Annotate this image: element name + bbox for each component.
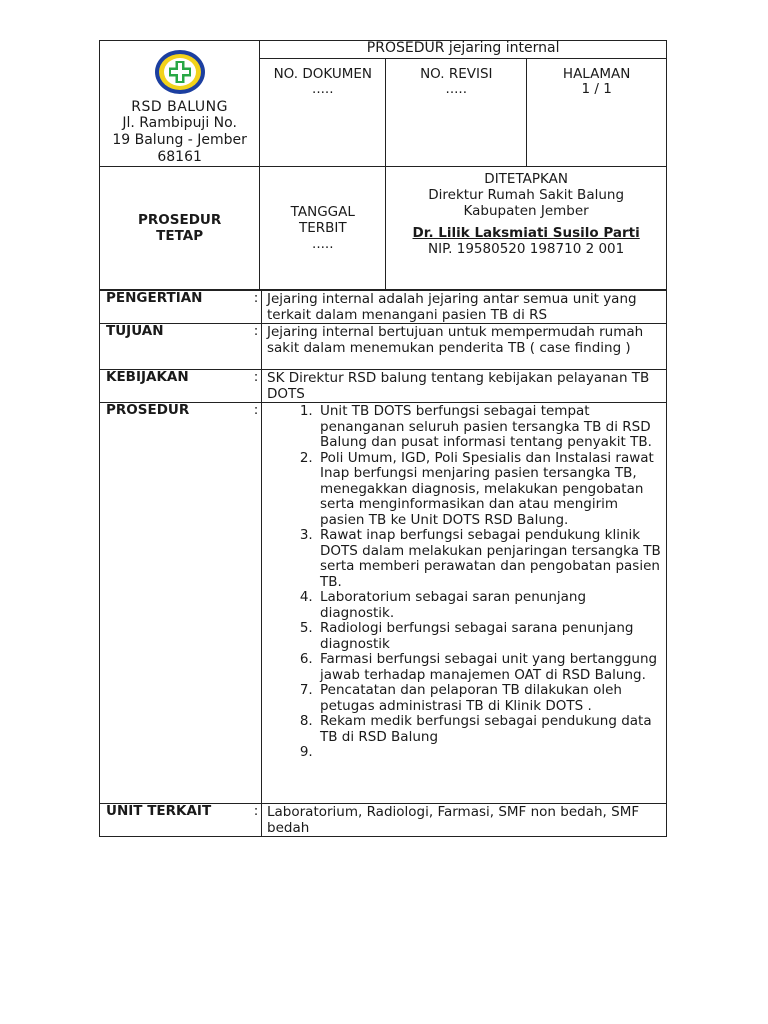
issue-date-cell — [260, 167, 386, 290]
unit-terkait-label: UNIT TERKAIT — [100, 804, 252, 837]
colon: : — [251, 370, 262, 403]
kebijakan-text: SK Direktur RSD balung tentang kebijakan pelayanan TB DOTS — [262, 370, 667, 403]
step-item: 1. Unit TB DOTS berfungsi sebagai tempat penanganan seluruh pasien tersangka TB di RSD Balung dan pusat informasi tentang penyakit TB. — [317, 404, 662, 451]
row-unit-terkait — [100, 804, 667, 837]
document-title: PROSEDUR jejaring internal — [260, 41, 667, 59]
approval-status: DITETAPKAN — [484, 171, 568, 187]
tujuan-text: Jejaring internal bertujuan untuk mempermudah rumah sakit dalam menemukan penderita TB ( case finding ) — [262, 324, 667, 370]
step-item: 7. Pencatatan dan pelaporan TB dilakukan oleh petugas administrasi TB di Klinik DOTS . — [317, 683, 662, 714]
step-item — [317, 745, 662, 760]
colon: : — [251, 291, 262, 324]
row-prosedur — [100, 403, 667, 804]
prosedur-label: PROSEDUR — [100, 403, 252, 804]
document-header — [99, 40, 667, 290]
doc-number-label: NO. DOKUMEN — [273, 65, 372, 82]
org-name: RSD BALUNG — [131, 99, 228, 115]
step-item: 6. Farmasi berfungsi sebagai unit yang bertanggung jawab terhadap manajemen OAT di RSD Balung. — [317, 652, 662, 683]
doc-number-value: ..... — [312, 80, 334, 97]
row-pengertian — [100, 291, 667, 324]
colon: : — [251, 324, 262, 370]
step-item: 3. Rawat inap berfungsi sebagai pendukung klinik DOTS dalam melakukan penjaringan tersangka TB serta memberi perawatan dan pengobatan pasien TB. — [317, 528, 662, 590]
org-cell — [100, 41, 260, 167]
revision-value: ..... — [445, 80, 468, 97]
unit-terkait-text: Laboratorium, Radiologi, Farmasi, SMF non bedah, SMF bedah — [262, 804, 667, 837]
approval-role: Direktur Rumah Sakit Balung — [428, 187, 625, 203]
step-item: 4. Laboratorium sebagai saran penunjang diagnostik. — [317, 590, 662, 621]
issue-date-label: TANGGAL TERBIT — [290, 204, 355, 236]
tujuan-label: TUJUAN — [100, 324, 252, 370]
director-nip: NIP. 19580520 198710 2 001 — [428, 241, 625, 257]
director-name: Dr. Lilik Laksmiati Susilo Parti — [412, 225, 640, 241]
colon: : — [251, 403, 262, 804]
approval-cell — [386, 167, 667, 290]
row-tujuan — [100, 324, 667, 370]
page-label: HALAMAN — [562, 65, 631, 82]
step-item: 2. Poli Umum, IGD, Poli Spesialis dan Instalasi rawat Inap berfungsi menjaring pasien tersangka TB, menegakkan diagnosis, melakukan pengobatan serta menginformasikan dan atau mengirim pasien TB ke Unit DOTS RSD Balung. — [317, 451, 662, 529]
colon: : — [251, 804, 262, 837]
kebijakan-label: KEBIJAKAN — [100, 370, 252, 403]
prosedur-steps-cell — [262, 403, 667, 804]
procedure-type-text: PROSEDUR TETAP — [138, 212, 222, 244]
procedure-table — [99, 290, 667, 837]
pengertian-text: Jejaring internal adalah jejaring antar semua unit yang terkait dalam menangani pasien TB di RS — [262, 291, 667, 324]
prosedur-steps — [267, 404, 662, 760]
issue-date-value: ..... — [312, 236, 334, 252]
revision-cell — [386, 58, 527, 166]
procedure-type — [100, 167, 260, 290]
step-item: 8. Rekam medik berfungsi sebagai pendukung data TB di RSD Balung — [317, 714, 662, 745]
doc-number-cell — [260, 58, 386, 166]
approval-region: Kabupaten Jember — [463, 203, 589, 219]
hospital-cross-emblem-icon — [154, 49, 206, 95]
page-cell — [527, 58, 667, 166]
pengertian-label: PENGERTIAN — [100, 291, 252, 324]
revision-label: NO. REVISI — [420, 65, 493, 82]
page-value: 1 / 1 — [581, 80, 612, 97]
row-kebijakan — [100, 370, 667, 403]
step-item: 5. Radiologi berfungsi sebagai sarana penunjang diagnostik — [317, 621, 662, 652]
org-address: Jl. Rambipuji No. 19 Balung - Jember 68161 — [112, 115, 247, 165]
